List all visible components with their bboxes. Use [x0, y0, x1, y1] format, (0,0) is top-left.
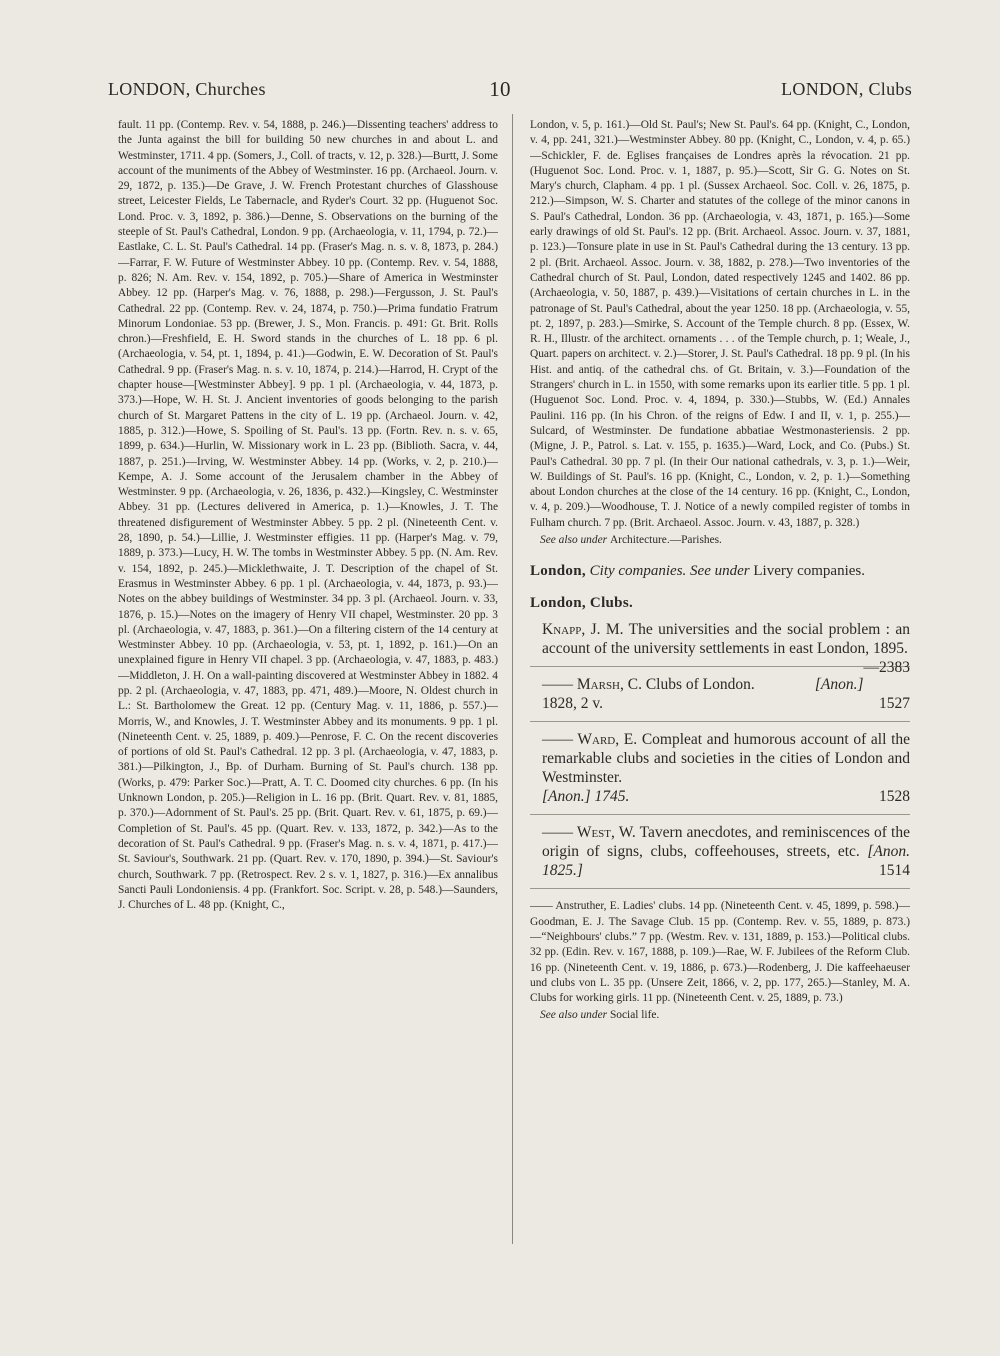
entry-text: Compleat and humorous account of all the remarkable clubs and societies in the cities of London and Westminster. [542, 731, 910, 787]
entry-number: —2383 [863, 659, 910, 677]
entry-author: —— West, W. [542, 824, 636, 842]
entry-separator [530, 814, 910, 815]
entry-text: The universities and the social problem : an account of the university settlements in east London, [542, 621, 910, 658]
clubs-heading-label: London, Clubs. [530, 595, 634, 612]
catalog-entry [530, 620, 910, 677]
clubs-heading [530, 594, 910, 612]
see-also-prefix: See also under [540, 534, 608, 547]
entry-number: 1514 [879, 862, 910, 880]
entry-author: —— Ward, E. [542, 731, 638, 749]
entry-year: [Anon.] 1745. [542, 788, 630, 806]
column-divider [512, 114, 513, 1244]
city-companies-text: City companies. See under [589, 563, 750, 580]
city-companies-heading [530, 562, 910, 580]
entry-author: Knapp, J. M. [542, 621, 624, 639]
entry-number: 1527 [879, 695, 910, 713]
catalog-entry [530, 730, 910, 806]
see-also-value: Social life. [609, 1009, 660, 1022]
catalog-entry [530, 823, 910, 880]
see-also-prefix: See also under [540, 1009, 608, 1022]
entry-year: [Anon. 1825.] [542, 843, 910, 880]
entry-separator [530, 888, 910, 889]
see-also-social-life [530, 1008, 910, 1023]
entry-separator [530, 666, 910, 667]
entry-number: 1528 [879, 788, 910, 806]
entry-anon: [Anon.] [814, 676, 864, 694]
entry-footer [542, 787, 910, 806]
left-column [118, 118, 498, 1258]
city-companies-label: London, [530, 563, 586, 580]
running-head-left: LONDON, Churches [108, 79, 266, 99]
page-number: 10 [489, 77, 511, 101]
left-column-text: fault. 11 pp. (Contemp. Rev. v. 54, 1888, p. 246.)—Dissenting teachers' address to the Junta against the bill for building 50 new churches in and about L. and Westminster, 1711. 4 pp. (Somers, J., Coll. of tracts, v. 12, p. 328.)—Burtt, J. Some account of the muniments of the Abbey of Westminster. 16 pp. (Archaeol. Journ. v. 29, 1872, p. 135.)—De Grave, J. W. French Protestant churches of Glasshouse street, Leicester Fields, Le Tabernacle, and Ryder's Court. 32 pp. (Huguenot Soc. Lond. Proc. v. 3, 1892, p. 386.)—Denne, S. Observations on the burning of the steeple of St. Paul's Cathedral, London. 9 pp. (Archaeologia, v. 11, 1794, p. 72.)—Eastlake, C. L. St. Paul's Cathedral. 14 pp. (Fraser's Mag. n. s. v. 8, 1873, p. 284.)—Farrar, F. W. Future of Westminster Abbey. 10 pp. (Contemp. Rev. v. 54, 1888, p. 826; N. Am. Rev. v. 154, 1892, p. 705.)—Share of America in Westminster Abbey. 12 pp. (Harper's Mag. v. 76, 1888, p. 298.)—Fergusson, J. St. Paul's Cathedral. 22 pp. (Contemp. Rev. v. 24, 1874, p. 750.)—Prima fundatio Fratrum Minorum Londoniae. 53 pp. (Brewer, J. S., Mon. Francis. p. 491: Gt. Brit. Rolls chron.)—Freshfield, E. H. Sword stands in the churches of L. 18 pp. 6 pl. (Archaeologia, v. 54, pt. 1, 1894, p. 41.)—Godwin, E. W. Decoration of St. Paul's Cathedral. 9 pp. (Fraser's Mag. n. s. v. 10, 1874, p. 214.)—Harrod, H. Crypt of the chapter house—[Westminster Abbey]. 9 pp. 1 pl. (Archaeologia, v. 44, 1873, p. 373.)—Hope, W. H. St. J. Ancient inventories of goods belonging to the parish church of St. Margaret Pattens in the city of L. 19 pp. (Archaeol. Journ. v. 42, 1885, p. 312.)—Howe, S. Spoiling of St. Paul's. 13 pp. (Fortn. Rev. n. s. v. 65, 1899, p. 634.)—Hurlin, W. Missionary work in L. 23 pp. (Biblioth. Sacra, v. 44, 1887, p. 251.)—Irving, W. Westminster Abbey. 14 pp. (Works, v. 2, p. 210.)—Kempe, A. J. Some account of the Jerusalem chamber in the Abbey of Westminster. 9 pp. (Archaeologia, v. 26, 1836, p. 432.)—Kingsley, C. Westminster Abbey. 31 pp. (Lectures delivered in America, p. 1.)—Knowles, J. T. The threatened disfigurement of Westminster Abbey. 5 pp. 2 pl. (Nineteenth Cent. v. 28, 1890, p. 54.)—Lillie, J. Westminster effigies. 11 pp. (Harper's Mag. v. 79, 1889, p. 373.)—Lucy, H. W. The tombs in Westminster Abbey. 5 pp. (N. Am. Rev. v. 154, 1892, p. 245.)—Micklethwaite, J. T. Description of the chapel of St. Erasmus in Westminster Abbey. 6 pp. 1 pl. (Archaeologia, v. 44, 1873, p. 93.)—Notes on the abbey buildings of Westminster. 34 pp. 3 pl. (Archaeol. Journ. v. 33, 1876, p. 15.)—Notes on the imagery of Henry VII chapel, Westminster. 20 pp. 3 pl. (Archaeologia, v. 47, 1883, p. 361.)—On a filtering cistern of the 14 century at Westminster Abbey. 10 pp. (Archaeologia, v. 53, pt. 1, 1892, p. 161.)—On an unexplained figure in Henry VII chapel. 3 pp. (Archaeologia, v. 47, 1883, p. 483.)—Middleton, J. H. On a wall-painting discovered at Westminster Abbey in 1882. 4 pp. 2 pl. (Archaeologia, v. 47, 1883, pp. 471, 489.)—Moore, N. Oldest church in L.: St. Bartholomew the Great. 12 pp. (Century Mag. v. 11, 1886, p. 557.)—Morris, W., and Knowles, J. T. Westminster Abbey and its monuments. 9 pp. 1 pl. (Nineteenth Cent. v. 25, 1889, p. 409.)—Penrose, F. C. On the recent discoveries of portions of old St. Paul's Cathedral. 12 pp. 3 pl. (Archaeologia, v. 47, 1883, p. 381.)—Pilkington, J., Bp. of Durham. Burning of St. Paul's church. 138 pp. (Works, p. 479: Parker Soc.)—Pratt, A. T. C. Doomed city churches. 6 pp. (In his Unknown London, p. 205.)—Religion in L. 16 pp. (Brit. Quart. Rev. v. 81, 1885, p. 370.)—Adornment of St. Paul's. 25 pp. (Brit. Quart. Rev. v. 61, 1875, p. 69.)—Completion of St. Paul's. 45 pp. (Quart. Rev. v. 133, 1872, p. 342.)—As to the decoration of St. Paul's Cathedral. 9 pp. (Fraser's Mag. n. s. v. 4, 1871, p. 417.)—St. Saviour's, Southwark. 21 pp. (Quart. Rev. v. 170, 1890, p. 394.)—St. Saviour's church, Southwark. 7 pp. (Retrospect. Rev. 2 s. v. 1, 1827, p. 316.)—Ex annalibus Sancti Pauli Londoniensis. 4 pp. (Frankfort. Soc. Script. v. 28, p. 548.)—Saunders, J. Churches of L. 48 pp. (Knight, C., [118, 119, 498, 912]
running-head-right: LONDON, Clubs [781, 79, 912, 99]
see-also-architecture [530, 533, 910, 548]
entry-text: Tavern anecdotes, and reminiscences of the origin of signs, clubs, coffeehouses, streets, etc. [542, 824, 910, 861]
entry-footer [542, 694, 910, 713]
catalog-entry [530, 675, 910, 713]
right-column-text: London, v. 5, p. 161.)—Old St. Paul's; New St. Paul's. 64 pp. (Knight, C., London, v. 4, pp. 241, 321.)—Westminster Abbey. 80 pp. (Knight, C., London, v. 4, p. 65.)—Schickler, F. de. Eglises françaises de Londres après la révocation. 21 pp. (Huguenot Soc. Lond. Proc. v. 1, 1887, p. 95.)—Scott, Sir G. G. Notes on St. Mary's church, Clapham. 4 pp. 1 pl. (Sussex Archaeol. Soc. Coll. v. 26, 1875, p. 212.)—Simpson, W. S. Charter and statutes of the college of the minor canons in S. Paul's Cathedral, London. 36 pp. (Archaeologia, v. 43, 1871, p. 165.)—Some early drawings of old St. Paul's. 12 pp. (Brit. Archaeol. Assoc. Journ. v. 37, 1881, p. 123.)—Tonsure plate in use in St. Paul's Cathedral during the 13 century. 13 pp. 2 pl. (Brit. Archaeol. Assoc. Journ. v. 38, 1882, p. 278.)—Two inventories of the Cathedral church of St. Paul, London, dated respectively 1245 and 1402. 86 pp. (Archaeologia, v. 50, 1887, p. 439.)—Visitations of certain churches in L. in the patronage of St. Paul's Cathedral, about the year 1250. 18 pp. (Archaeologia, v. 55, pt. 2, 1897, p. 283.)—Smirke, S. Account of the Temple church. 8 pp. (Essex, W. R. H., Illustr. of the architect. ornaments . . . of the Temple church, p. 1; Weale, J., Quart. papers on architect. v. 2.)—Storer, J. St. Paul's Cathedral. 18 pp. 9 pl. (In his Hist. and antiq. of the cathedral chs. of Gt. Britain, v. 3.)—Foundation of the Strangers' church in L. in 1550, with some remarks upon its earlier title. 5 pp. 1 pl. (Huguenot Soc. Lond. Proc. v. 4, 1894, p. 330.)—Stubbs, W. (Ed.) Annales Paulini. 116 pp. (In his Chron. of the reigns of Edw. I and II, v. 1, p. 255.)—Sulcard, of Westminster. De fundatione abbatiae Westmonasteriensis. 2 pp. (Migne, J. P., Patrol. s. Lat. v. 155, p. 1635.)—Ward, Lock, and Co. (Pubs.) St. Paul's Cathedral. 30 pp. 7 pl. (In their Our national cathedrals, v. 3, p. 1.)—Weir, W. Buildings of St. Paul's. 16 pp. (Knight, C., London, v. 2, p. 1.)—Something about London churches at the close of the 14 century. 16 pp. (Knight, C., London, v. 4, p. 209.)—Woodhouse, T. J. Notice of a newly compiled register of tombs in Fulham church. 7 pp. (Brit. Archaeol. Assoc. Journ. v. 43, 1887, p. 328.) [530, 119, 910, 529]
entry-author: —— Marsh, C. [542, 676, 642, 694]
entry-separator [530, 721, 910, 722]
right-column [530, 118, 910, 1258]
entry-year: 1828, 2 v. [542, 695, 603, 713]
entry-text: Clubs of London. [645, 676, 755, 694]
city-companies-value: Livery companies. [753, 563, 865, 580]
entry-year: 1895. [873, 640, 908, 658]
clubs-articles: —— Anstruther, E. Ladies' clubs. 14 pp. (Nineteenth Cent. v. 45, 1899, p. 598.)—Goodman, E. J. The Savage Club. 15 pp. (Contemp. Rev. v. 55, 1889, p. 873.)—“Neighbours' clubs.” 7 pp. (Westm. Rev. v. 131, 1889, p. 153.)—Political clubs. 32 pp. (Edin. Rev. v. 167, 1888, p. 109.)—Rae, W. F. Jubilees of the Reform Club. 16 pp. (Nineteenth Cent. v. 19, 1886, p. 673.)—Rodenberg, J. Die kaffeehaeuser und clubs von L. 35 pp. (Unsere Zeit, 1866, v. 2, pp. 177, 265.)—Stanley, M. A. Clubs for working girls. 11 pp. (Nineteenth Cent. v. 25, 1889, p. 73.) [530, 900, 910, 1005]
see-also-value: Architecture.—Parishes. [609, 534, 722, 547]
